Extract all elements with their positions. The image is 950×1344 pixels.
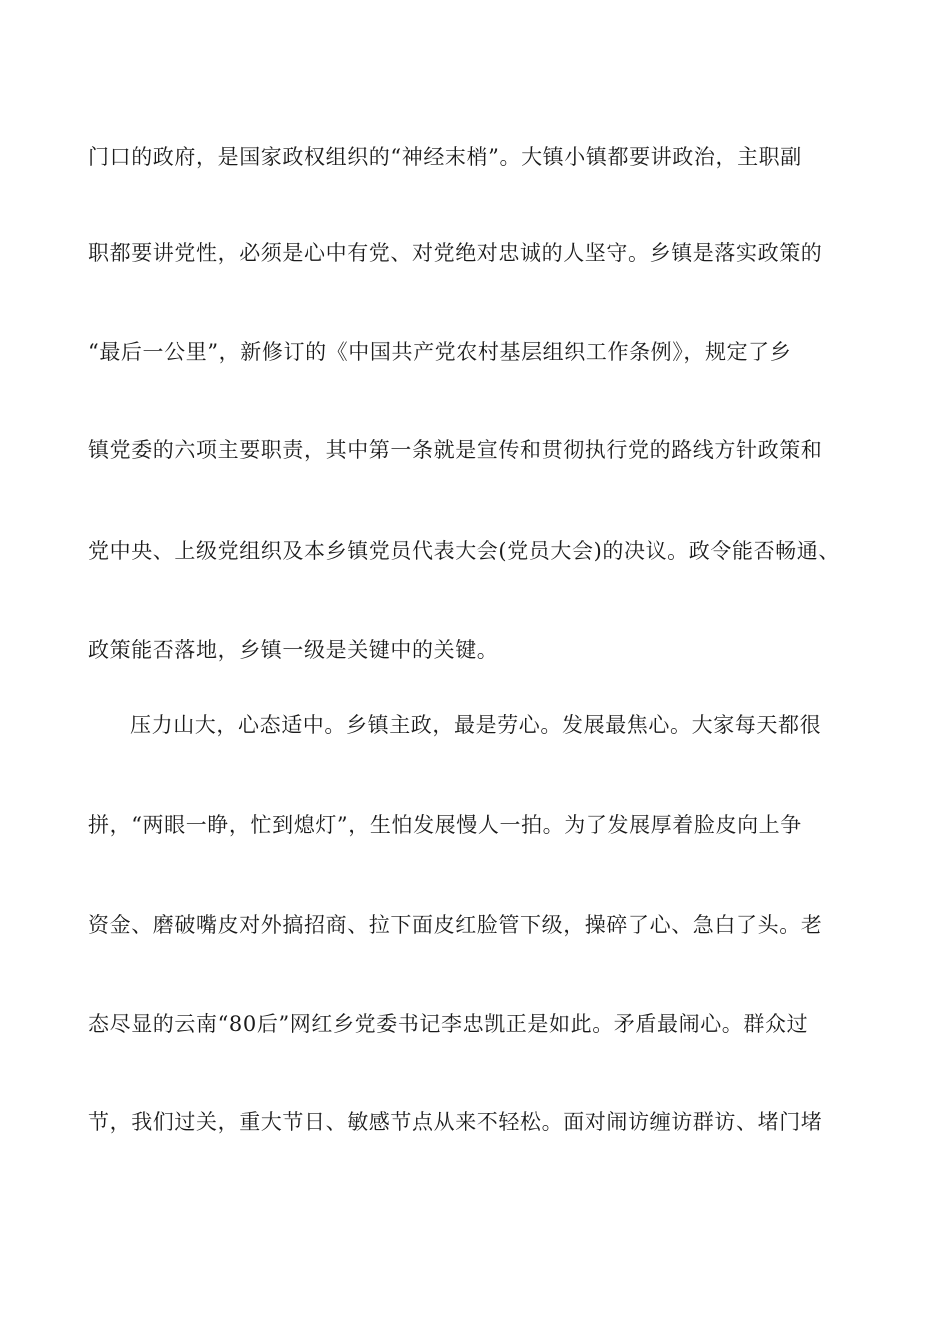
text-line: 党中央、上级党组织及本乡镇党员代表大会(党员大会)的决议。政令能否畅通、 <box>88 539 840 563</box>
text-line: 资金、磨破嘴皮对外搞招商、拉下面皮红脸管下级，操碎了心、急白了头。老 <box>88 913 823 937</box>
paragraph-first-line: 压力山大，心态适中。乡镇主政，最是劳心。发展最焦心。大家每天都很 <box>130 713 822 737</box>
text-line: 职都要讲党性，必须是心中有党、对党绝对忠诚的人坚守。乡镇是落实政策的 <box>88 241 823 265</box>
text-line: 拼，“两眼一睁，忙到熄灯”，生怕发展慢人一拍。为了发展厚着脸皮向上争 <box>88 813 802 837</box>
text-line: 镇党委的六项主要职责，其中第一条就是宣传和贯彻执行党的路线方针政策和 <box>88 438 823 462</box>
text-line: “最后一公里”，新修订的《中国共产党农村基层组织工作条例》，规定了乡 <box>88 340 792 364</box>
text-line: 节，我们过关，重大节日、敏感节点从来不轻松。面对闹访缠访群访、堵门堵 <box>88 1110 823 1134</box>
text-line: 态尽显的云南“80后”网红乡党委书记李忠凯正是如此。矛盾最闹心。群众过 <box>88 1012 809 1036</box>
text-line: 门口的政府，是国家政权组织的“神经末梢”。大镇小镇都要讲政治，主职副 <box>88 145 802 169</box>
text-line: 政策能否落地，乡镇一级是关键中的关键。 <box>88 638 499 662</box>
